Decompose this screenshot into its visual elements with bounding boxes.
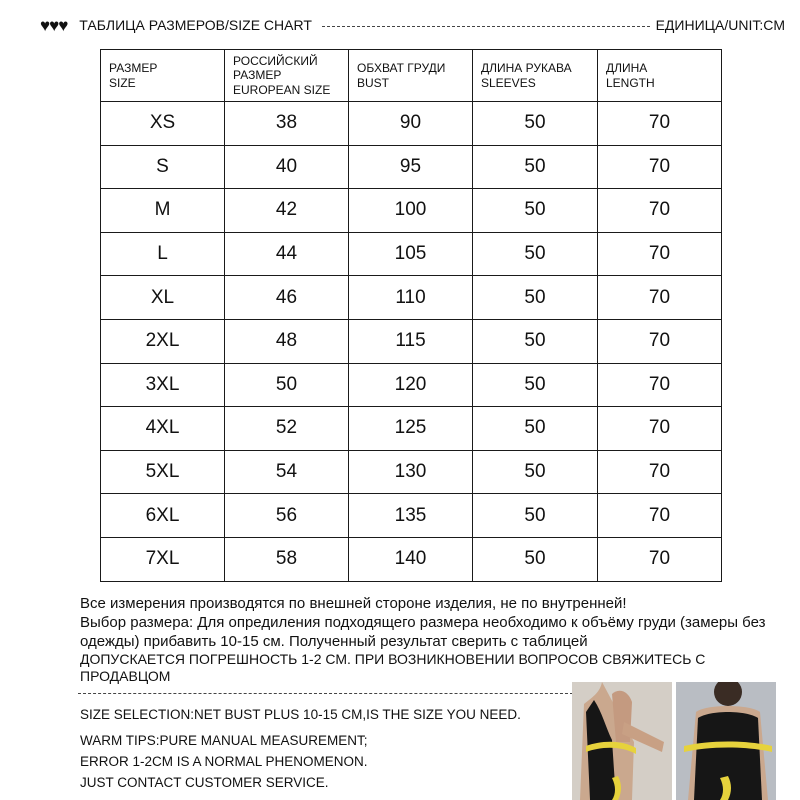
unit-label: ЕДИНИЦА/UNIT:CM bbox=[655, 17, 785, 33]
header-size: РАЗМЕР SIZE bbox=[101, 50, 225, 102]
cell-sleeves: 50 bbox=[473, 145, 598, 189]
cell-european-size: 40 bbox=[225, 145, 349, 189]
cell-european-size: 48 bbox=[225, 319, 349, 363]
table-row bbox=[101, 494, 722, 538]
cell-sleeves: 50 bbox=[473, 450, 598, 494]
cell-length: 70 bbox=[598, 407, 722, 451]
chart-header bbox=[40, 14, 785, 36]
cell-bust: 130 bbox=[349, 450, 473, 494]
cell-sleeves: 50 bbox=[473, 276, 598, 320]
cell-size: L bbox=[101, 232, 225, 276]
size-table bbox=[100, 49, 722, 582]
cell-bust: 135 bbox=[349, 494, 473, 538]
cell-length: 70 bbox=[598, 145, 722, 189]
cell-european-size: 42 bbox=[225, 189, 349, 233]
cell-size: 2XL bbox=[101, 319, 225, 363]
cell-size: S bbox=[101, 145, 225, 189]
cell-length: 70 bbox=[598, 319, 722, 363]
cell-european-size: 44 bbox=[225, 232, 349, 276]
cell-size: 3XL bbox=[101, 363, 225, 407]
table-row bbox=[101, 319, 722, 363]
note-measurement: Все измерения производятся по внешней стороне изделия, не по внутренней! bbox=[80, 595, 627, 612]
cell-sleeves: 50 bbox=[473, 232, 598, 276]
cell-size: 7XL bbox=[101, 537, 225, 581]
cell-sleeves: 50 bbox=[473, 102, 598, 146]
cell-sleeves: 50 bbox=[473, 407, 598, 451]
table-row bbox=[101, 407, 722, 451]
cell-bust: 110 bbox=[349, 276, 473, 320]
table-row bbox=[101, 145, 722, 189]
cell-bust: 100 bbox=[349, 189, 473, 233]
note-en-error: ERROR 1-2CM IS A NORMAL PHENOMENON. bbox=[80, 754, 368, 769]
cell-bust: 140 bbox=[349, 537, 473, 581]
header-european-size: РОССИЙСКИЙ РАЗМЕР EUROPEAN SIZE bbox=[225, 50, 349, 102]
cell-sleeves: 50 bbox=[473, 537, 598, 581]
hearts-icon: ♥♥♥ bbox=[40, 15, 68, 35]
table-row bbox=[101, 189, 722, 233]
note-tolerance: ДОПУСКАЕТСЯ ПОГРЕШНОСТЬ 1-2 СМ. ПРИ ВОЗНИКНОВЕНИИ ВОПРОСОВ СВЯЖИТЕСЬ С ПРОДАВЦОМ bbox=[80, 651, 706, 684]
cell-length: 70 bbox=[598, 276, 722, 320]
table-body bbox=[101, 102, 722, 582]
cell-bust: 90 bbox=[349, 102, 473, 146]
cell-length: 70 bbox=[598, 494, 722, 538]
note-en-warm-tips: WARM TIPS:PURE MANUAL MEASUREMENT; bbox=[80, 733, 368, 748]
cell-length: 70 bbox=[598, 102, 722, 146]
chart-title: ТАБЛИЦА РАЗМЕРОВ/SIZE CHART bbox=[79, 17, 312, 33]
cell-european-size: 54 bbox=[225, 450, 349, 494]
note-en-size-selection: SIZE SELECTION:NET BUST PLUS 10-15 CM,IS THE SIZE YOU NEED. bbox=[80, 707, 521, 722]
cell-length: 70 bbox=[598, 450, 722, 494]
cell-size: XL bbox=[101, 276, 225, 320]
cell-sleeves: 50 bbox=[473, 494, 598, 538]
cell-size: 6XL bbox=[101, 494, 225, 538]
cell-length: 70 bbox=[598, 537, 722, 581]
cell-european-size: 50 bbox=[225, 363, 349, 407]
cell-sleeves: 50 bbox=[473, 319, 598, 363]
measurement-photo-front bbox=[572, 682, 672, 800]
table-row bbox=[101, 537, 722, 581]
table-row bbox=[101, 450, 722, 494]
cell-size: M bbox=[101, 189, 225, 233]
cell-length: 70 bbox=[598, 189, 722, 233]
header-bust: ОБХВАТ ГРУДИ BUST bbox=[349, 50, 473, 102]
header-divider bbox=[322, 26, 650, 27]
notes-divider bbox=[78, 693, 573, 694]
table-row bbox=[101, 276, 722, 320]
table-row bbox=[101, 363, 722, 407]
table-header-row bbox=[101, 50, 722, 102]
cell-length: 70 bbox=[598, 363, 722, 407]
measurement-photo-back bbox=[676, 682, 776, 800]
russian-notes bbox=[80, 594, 780, 685]
cell-size: XS bbox=[101, 102, 225, 146]
cell-bust: 125 bbox=[349, 407, 473, 451]
english-notes bbox=[80, 707, 575, 793]
cell-size: 5XL bbox=[101, 450, 225, 494]
note-en-contact: JUST CONTACT CUSTOMER SERVICE. bbox=[80, 775, 329, 790]
header-length: ДЛИНА LENGTH bbox=[598, 50, 722, 102]
cell-european-size: 52 bbox=[225, 407, 349, 451]
note-size-selection: Выбор размера: Для опредиления подходящего размера необходимо к объёму груди (замеры без одежды) прибавить 10-15 см. Полученный результат сверить с таблицей bbox=[80, 614, 766, 650]
cell-bust: 115 bbox=[349, 319, 473, 363]
header-sleeves: ДЛИНА РУКАВА SLEEVES bbox=[473, 50, 598, 102]
cell-sleeves: 50 bbox=[473, 189, 598, 233]
cell-length: 70 bbox=[598, 232, 722, 276]
cell-european-size: 38 bbox=[225, 102, 349, 146]
table-row bbox=[101, 102, 722, 146]
cell-sleeves: 50 bbox=[473, 363, 598, 407]
table-row bbox=[101, 232, 722, 276]
cell-bust: 95 bbox=[349, 145, 473, 189]
cell-european-size: 56 bbox=[225, 494, 349, 538]
cell-bust: 120 bbox=[349, 363, 473, 407]
cell-european-size: 58 bbox=[225, 537, 349, 581]
cell-european-size: 46 bbox=[225, 276, 349, 320]
cell-size: 4XL bbox=[101, 407, 225, 451]
cell-bust: 105 bbox=[349, 232, 473, 276]
